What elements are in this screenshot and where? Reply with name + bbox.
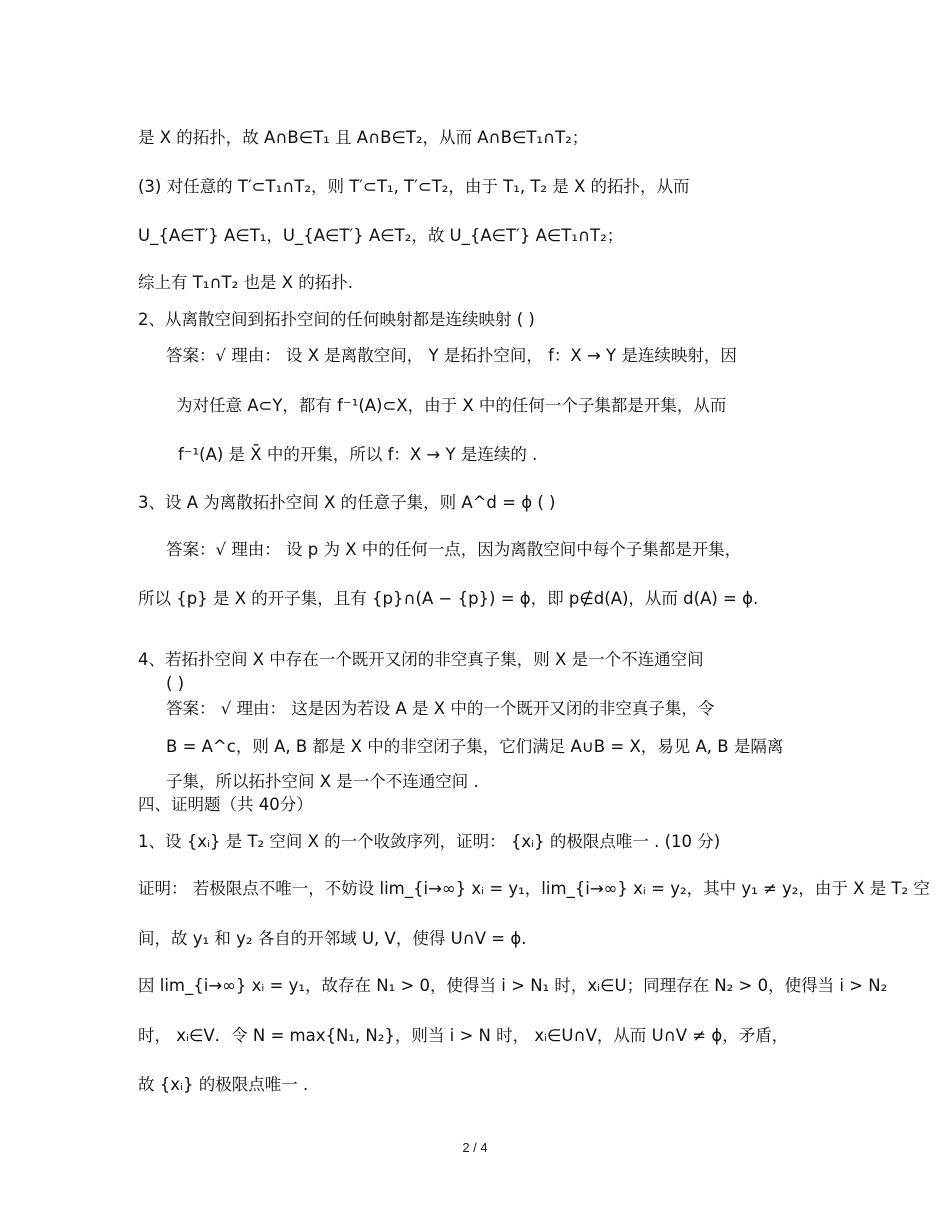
answer-3-line-1: 答案：√ 理由： 设 p 为 X 中的任何一点，因为离散空间中每个子集都是开集， [166, 540, 742, 559]
page-number: 2 / 4 [462, 1140, 488, 1155]
proof-line-1: 证明： 若极限点不唯一，不妨设 lim_{i→∞} xᵢ = y₁，lim_{i→∞} xᵢ = y₂，其中 y₁ ≠ y₂，由于 X 是 T₂ 空 [138, 879, 930, 898]
answer-3-line-2: 所以 {p} 是 X 的开子集，且有 {p}∩(A − {p}) = ϕ，即 p∉d(A)，从而 d(A) = ϕ. [138, 589, 759, 608]
proof-line-3: 因 lim_{i→∞} xᵢ = y₁，故存在 N₁ > 0，使得当 i > N₁ 时，xᵢ∈U；同理存在 N₂ > 0，使得当 i > N₂ [138, 976, 888, 995]
section-heading: 四、证明题（共 40分） [138, 795, 313, 814]
question-4: 4、若拓扑空间 X 中存在一个既开又闭的非空真子集，则 X 是一个不连通空间 [138, 650, 704, 669]
proof-line-2: 间，故 y₁ 和 y₂ 各自的开邻域 U, V，使得 U∩V = ϕ. [138, 929, 527, 948]
proof-line-5: 故 {xᵢ} 的极限点唯一 . [138, 1075, 309, 1094]
question-4-bracket: ( ) [166, 674, 185, 693]
question-3: 3、设 A 为离散拓扑空间 X 的任意子集，则 A^d = ϕ ( ) [138, 493, 556, 512]
proof-line-4: 时， xᵢ∈V．令 N = max{N₁, N₂}，则当 i > N 时， xᵢ∈U∩V，从而 U∩V ≠ ϕ，矛盾， [138, 1026, 789, 1045]
answer-4-line-2: B = A^c，则 A, B 都是 X 中的非空闭子集，它们满足 A∪B = X，易见 A, B 是隔离 [166, 737, 784, 756]
answer-4-line-1: 答案： √ 理由： 这是因为若设 A 是 X 中的一个既开又闭的非空真子集，令 [166, 699, 715, 718]
answer-2-line-2: 为对任意 A⊂Y，都有 f⁻¹(A)⊂X，由于 X 中的任何一个子集都是开集，从而 [176, 396, 727, 415]
text-line-2: (3) 对任意的 T′⊂T₁∩T₂，则 T′⊂T₁, T′⊂T₂，由于 T₁, T₂ 是 X 的拓扑，从而 [138, 177, 690, 196]
text-line-3: U_{A∈T′} A∈T₁，U_{A∈T′} A∈T₂，故 U_{A∈T′} A∈T₁∩T₂； [138, 226, 624, 245]
question-2: 2、从离散空间到拓扑空间的任何映射都是连续映射 ( ) [138, 310, 535, 329]
text-line-4: 综上有 T₁∩T₂ 也是 X 的拓扑. [138, 273, 353, 292]
text-line-1: 是 X 的拓扑，故 A∩B∈T₁ 且 A∩B∈T₂，从而 A∩B∈T₁∩T₂； [138, 128, 589, 147]
answer-2-line-1: 答案：√ 理由： 设 X 是离散空间， Y 是拓扑空间， f：X → Y 是连续映射，因 [166, 346, 737, 365]
answer-4-line-3: 子集，所以拓扑空间 X 是一个不连通空间 . [166, 772, 479, 791]
answer-2-line-3: f⁻¹(A) 是 X̄ 中的开集，所以 f：X → Y 是连续的 . [178, 445, 538, 464]
proof-question-1: 1、设 {xᵢ} 是 T₂ 空间 X 的一个收敛序列，证明： {xᵢ} 的极限点唯一 . (10 分) [138, 832, 721, 851]
